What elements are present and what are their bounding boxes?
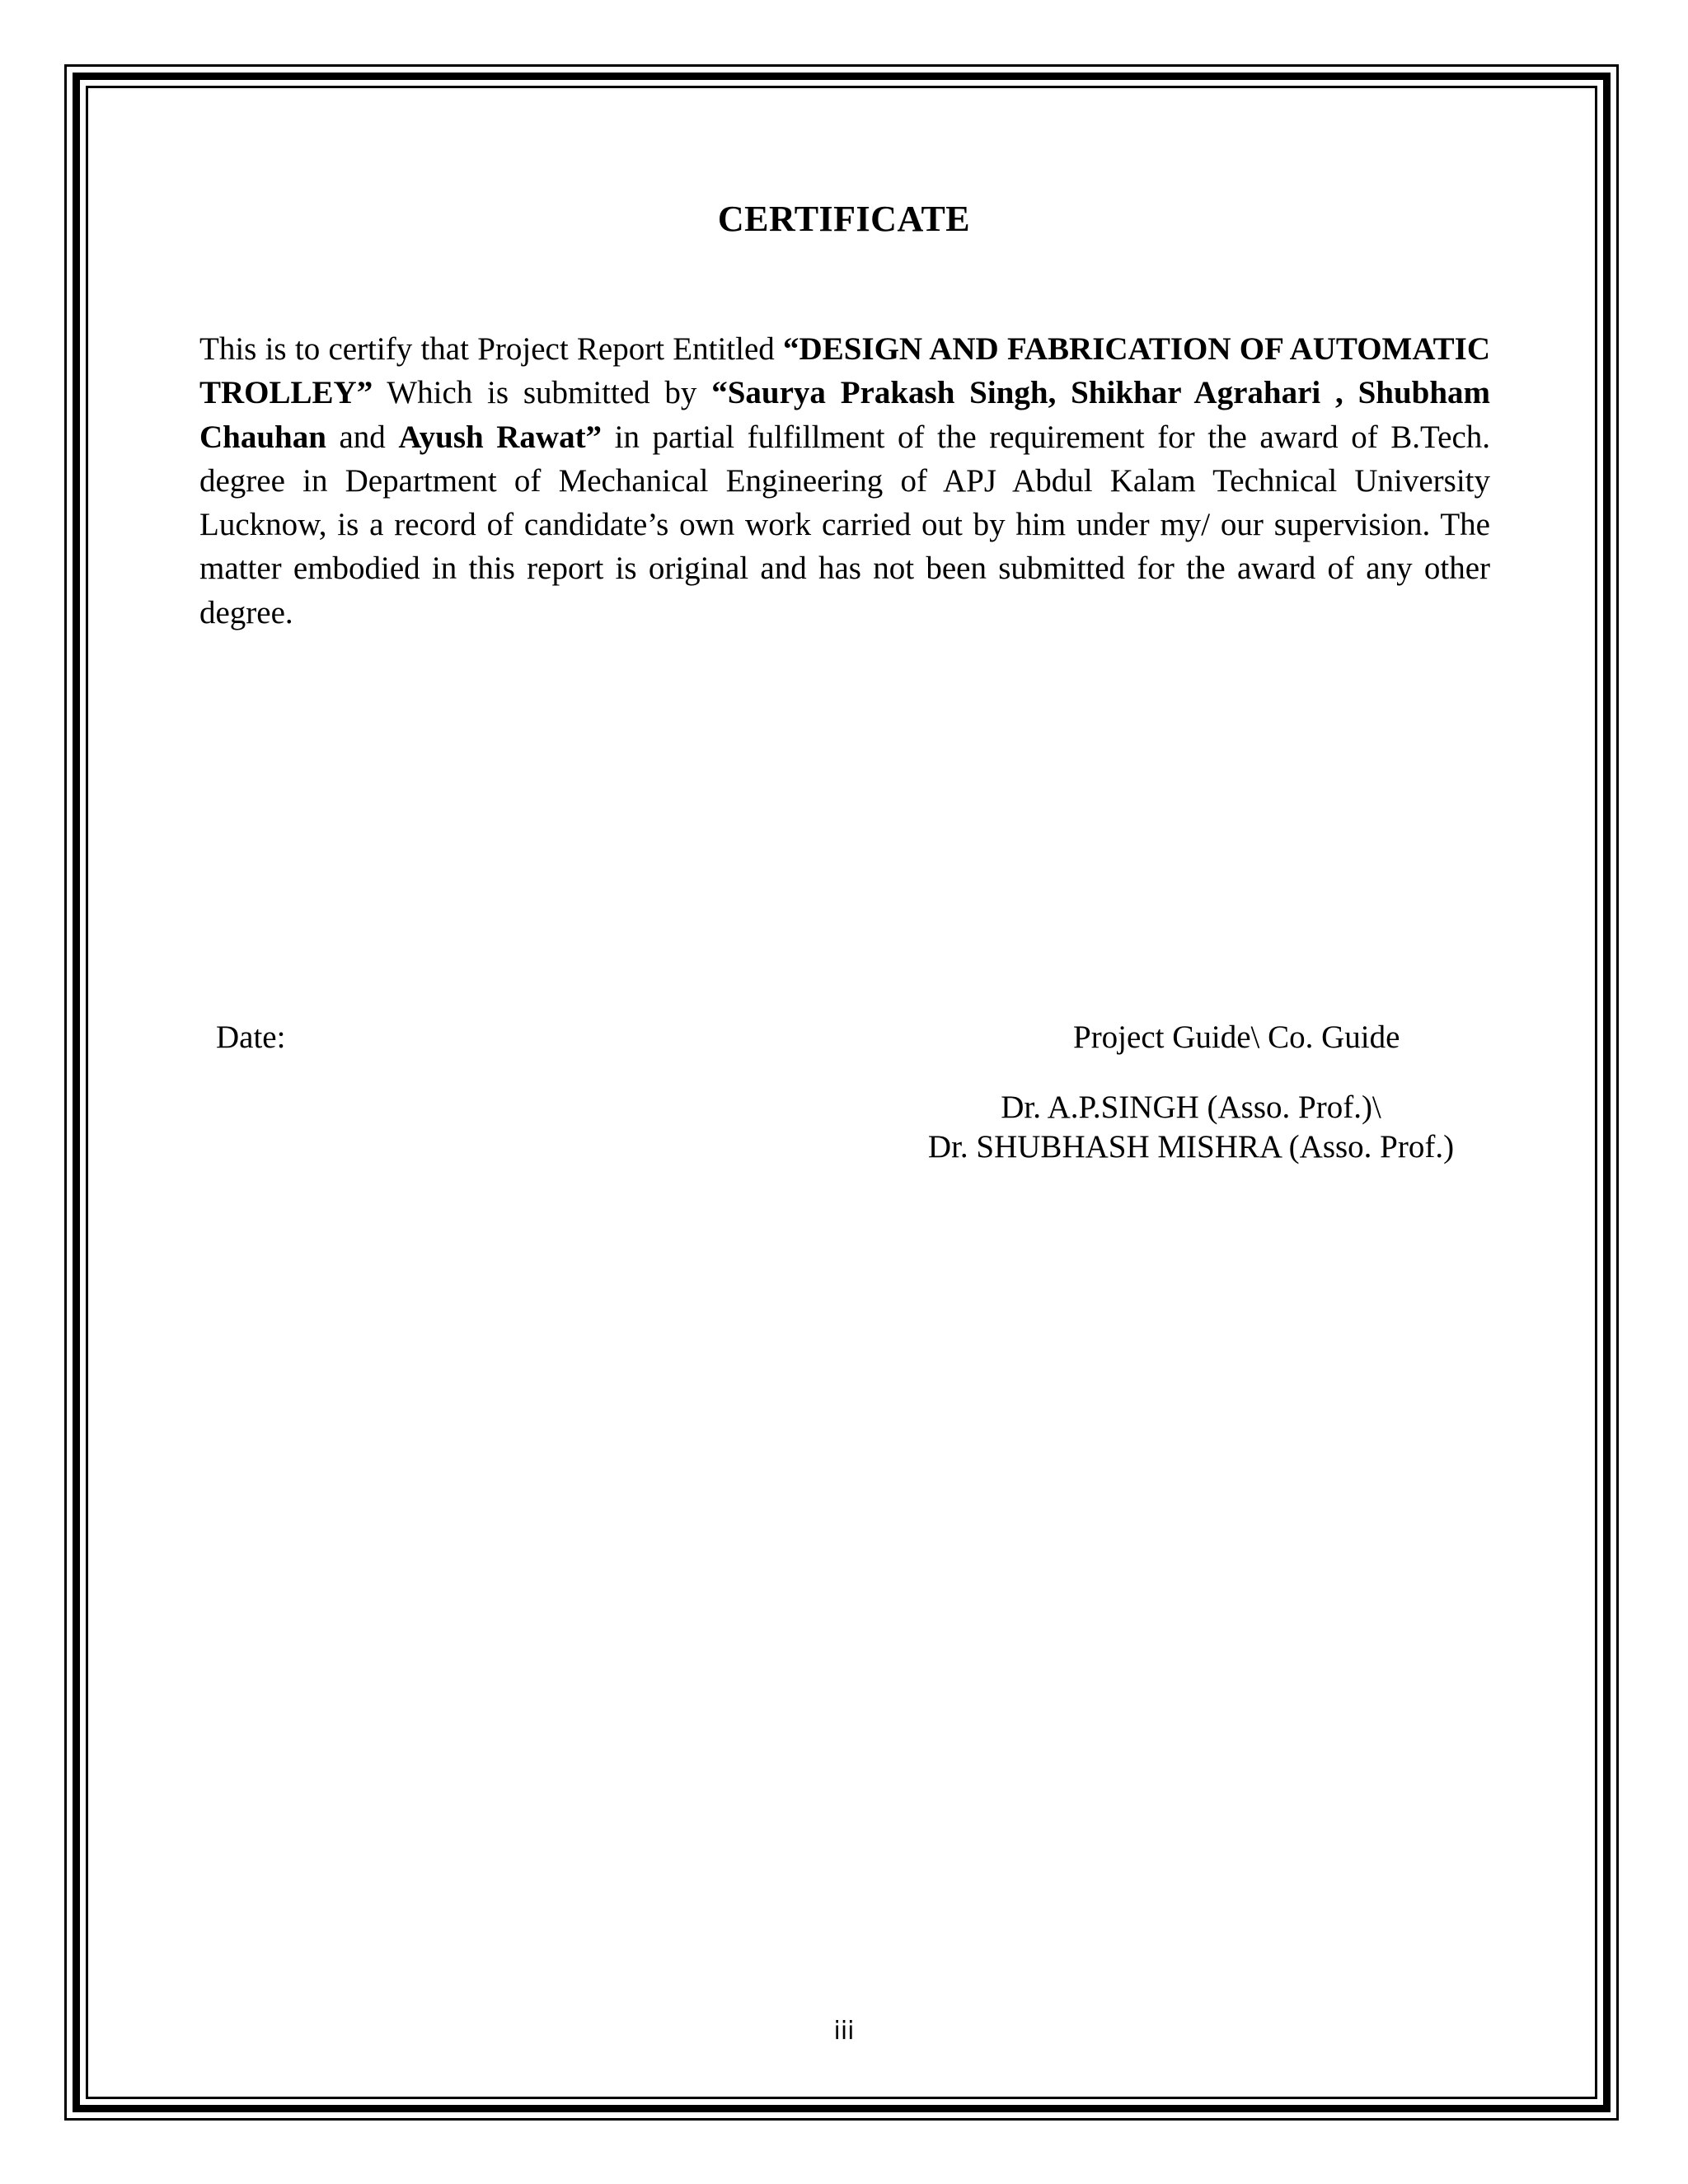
body-separator: , (1320, 375, 1358, 411)
student-name-4: Ayush Rawat” (398, 419, 603, 455)
body-text-rest: in partial fulfillment of the requirement for the award of B.Tech. degree in Department of Mechanical Engineering of APJ Abdul Kalam Technical University Lucknow, is a record of candidate’s own work carried out by him under my/ our supervision. The matter embodied in this report is original and has not been submitted for the award of any other degree. (199, 419, 1491, 630)
page-number: iii (833, 2017, 855, 2046)
student-name-3: Shubham Chauhan (199, 375, 1490, 455)
date-label: Date: (216, 1019, 286, 1055)
guide-role-label: Project Guide\ Co. Guide (1073, 1019, 1400, 1055)
guide-name-1: Dr. A.P.SINGH (Asso. Prof.)\ (1001, 1090, 1381, 1125)
body-text-submitted-by: Which is submitted by (373, 375, 712, 411)
certificate-body (199, 327, 1490, 635)
student-names-1-2: “Saurya Prakash Singh, Shikhar Agrahari (711, 375, 1321, 411)
body-text-intro: This is to certify that Project Report Entitled (199, 331, 784, 367)
certificate-title: CERTIFICATE (717, 199, 971, 239)
project-title: “DESIGN AND FABRICATION OF AUTOMATIC TROLLEY” (199, 331, 1490, 411)
body-text-and: and (326, 419, 399, 455)
guide-name-2: Dr. SHUBHASH MISHRA (Asso. Prof.) (927, 1129, 1455, 1165)
